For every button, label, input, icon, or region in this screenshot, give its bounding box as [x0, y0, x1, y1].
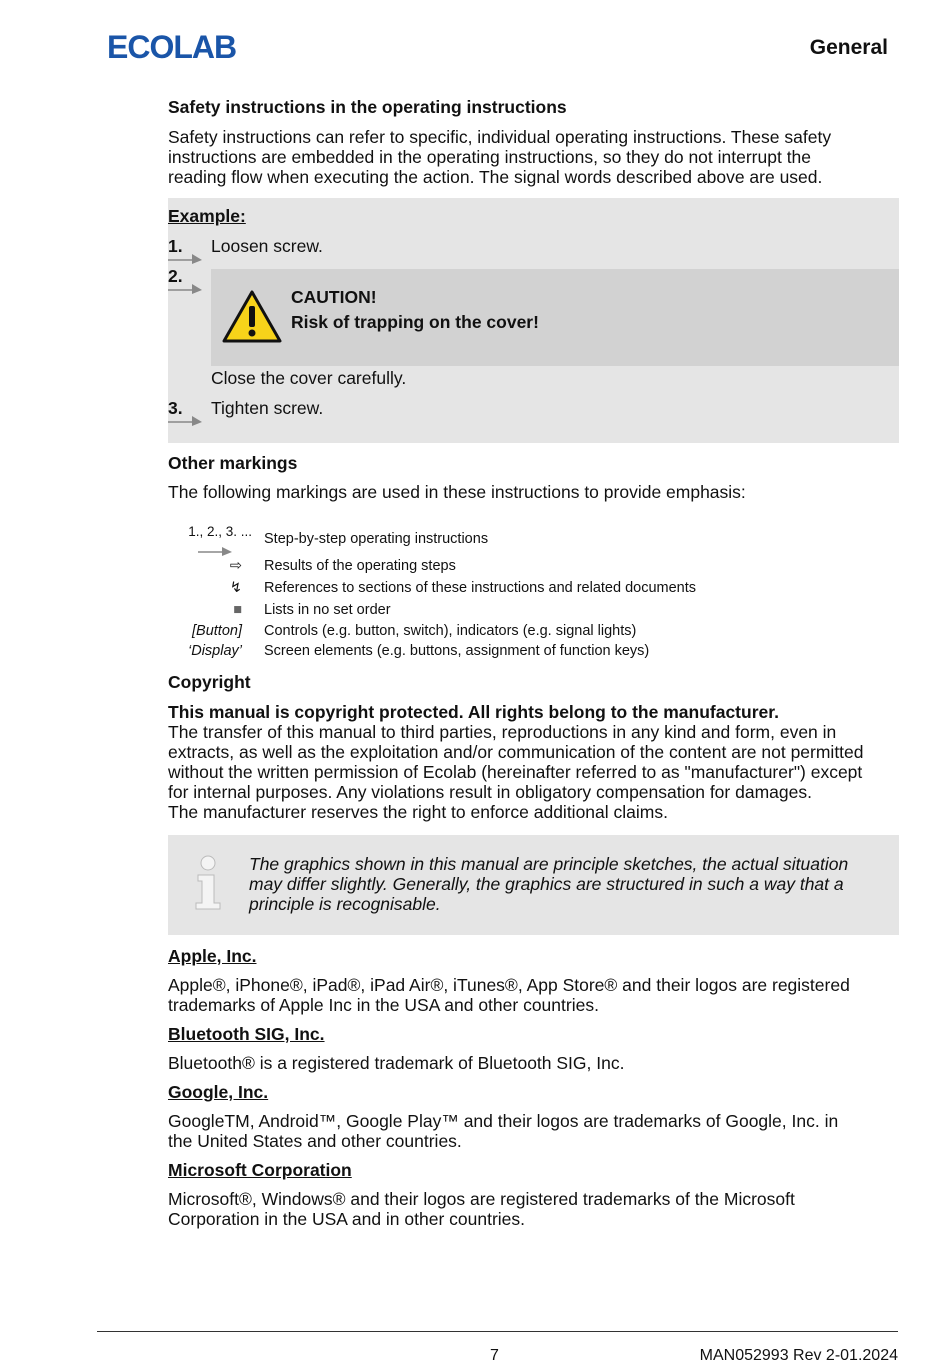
copyright-heading: Copyright	[168, 672, 251, 692]
step-arrow-icon	[198, 544, 232, 556]
step-number: 2.	[168, 266, 183, 286]
trademark-heading: Google, Inc.	[168, 1082, 269, 1102]
copyright-section	[168, 671, 899, 822]
trademark-heading: Bluetooth SIG, Inc.	[168, 1024, 325, 1044]
copyright-line: for internal purposes. Any violations result in obligatory compensation for damages.	[168, 782, 812, 802]
example-box	[168, 198, 899, 443]
trademark-body	[168, 1053, 899, 1073]
info-text	[249, 854, 848, 914]
ecolab-logo	[107, 28, 257, 64]
document-id: MAN052993 Rev 2-01.2024	[699, 1347, 898, 1364]
trademark-line: Apple®, iPhone®, iPad®, iPad Air®, iTunes®, App Store® and their logos are registered	[168, 975, 850, 995]
step-text: Tighten screw.	[211, 398, 324, 418]
legend-symbol: ■	[233, 602, 242, 618]
step-arrow-icon	[168, 280, 202, 294]
safety-body	[168, 127, 899, 187]
trademark-body	[168, 1111, 899, 1151]
safety-line: instructions are embedded in the operating instructions, so they do not interrupt the	[168, 147, 812, 167]
step-number: 1.	[168, 236, 183, 256]
legend-symbol: ⇨	[229, 558, 242, 574]
info-line: The graphics shown in this manual are principle sketches, the actual situation	[249, 854, 849, 874]
caution-text: Risk of trapping on the cover!	[291, 312, 539, 332]
trademark-heading: Apple, Inc.	[168, 946, 257, 966]
markings-intro: The following markings are used in these instructions to provide emphasis:	[168, 482, 746, 502]
copyright-line: extracts, as well as the exploitation and/or communication of the content are not permitted	[168, 742, 864, 762]
info-box	[168, 835, 899, 935]
markings-heading: Other markings	[168, 453, 298, 473]
legend-symbol: [Button]	[192, 623, 242, 639]
markings-legend	[168, 520, 899, 670]
info-line: may differ slightly. Generally, the graphics are structured in such a way that a	[249, 874, 844, 894]
legend-text: Lists in no set order	[264, 602, 391, 618]
safety-line: Safety instructions can refer to specific, individual operating instructions. These safety	[168, 127, 832, 147]
legend-text: References to sections of these instructions and related documents	[264, 580, 697, 596]
page-number: 7	[490, 1347, 499, 1364]
step-arrow-icon	[168, 412, 202, 426]
copyright-bold-line: This manual is copyright protected. All rights belong to the manufacturer.	[168, 702, 779, 722]
trademark-line: Bluetooth® is a registered trademark of Bluetooth SIG, Inc.	[168, 1053, 625, 1073]
legend-symbol: ‘Display’	[188, 643, 242, 659]
section-title: General	[809, 36, 888, 59]
warning-triangle-icon	[221, 289, 283, 344]
step-text: Loosen screw.	[211, 236, 323, 256]
caution-title: CAUTION!	[291, 287, 377, 307]
caution-box	[211, 269, 899, 366]
legend-text: Controls (e.g. button, switch), indicators (e.g. signal lights)	[264, 623, 637, 639]
copyright-line: The transfer of this manual to third parties, reproductions in any kind and form, even in	[168, 722, 837, 742]
step-text: Close the cover carefully.	[211, 368, 407, 388]
markings-section	[168, 452, 899, 502]
legend-text: Screen elements (e.g. buttons, assignment of function keys)	[264, 643, 650, 659]
trademark-line: trademarks of Apple Inc in the USA and other countries.	[168, 995, 599, 1015]
legend-text: Results of the operating steps	[264, 558, 456, 574]
safety-heading: Safety instructions in the operating instructions	[168, 97, 567, 117]
copyright-line: without the written permission of Ecolab (hereinafter referred to as "manufacturer") except	[168, 762, 863, 782]
example-label: Example:	[168, 206, 246, 226]
trademark-body	[168, 975, 899, 1015]
trademark-heading: Microsoft Corporation	[168, 1160, 352, 1180]
trademark-line: GoogleTM, Android™, Google Play™ and their logos are trademarks of Google, Inc. in	[168, 1111, 839, 1131]
legend-symbol: 1., 2., 3. ...	[188, 524, 252, 539]
safety-section	[168, 96, 899, 187]
logo-text: ECOLAB	[107, 29, 237, 64]
trademarks-section	[168, 945, 899, 1229]
copyright-line: The manufacturer reserves the right to enforce additional claims.	[168, 802, 668, 822]
legend-text: Step-by-step operating instructions	[264, 531, 489, 547]
copyright-body	[168, 722, 899, 822]
step-arrow-icon	[168, 250, 202, 264]
step-number: 3.	[168, 398, 183, 418]
safety-line: reading flow when executing the action. The signal words described above are used.	[168, 167, 823, 187]
trademark-body	[168, 1189, 899, 1229]
trademark-line: Microsoft®, Windows® and their logos are registered trademarks of the Microsoft	[168, 1189, 795, 1209]
info-line: principle is recognisable.	[249, 894, 441, 914]
trademark-line: the United States and other countries.	[168, 1131, 462, 1151]
legend-symbol: ↯	[229, 580, 242, 596]
footer-divider	[97, 1331, 898, 1332]
info-icon	[192, 853, 226, 911]
trademark-line: Corporation in the USA and in other countries.	[168, 1209, 526, 1229]
